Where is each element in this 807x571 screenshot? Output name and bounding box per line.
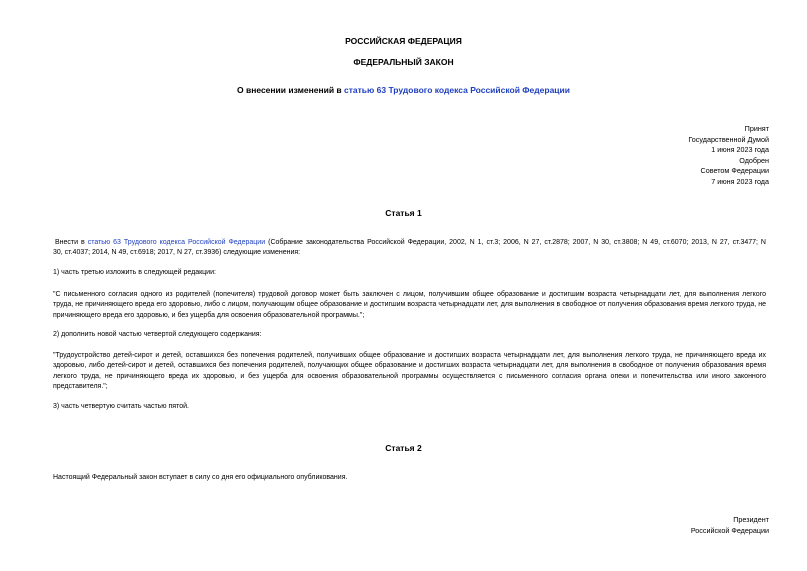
quote1-line: причиняющего вреда его здоровью, и без ущерба для освоения образовательной программы."; — [53, 311, 365, 319]
article2-heading: Статья 2 — [385, 443, 422, 453]
article1-quote2 — [53, 351, 766, 392]
article1-item3: 3) часть четвертую считать частью пятой. — [53, 403, 189, 410]
article1-intro — [53, 238, 766, 259]
article1-item2: 2) дополнить новой частью четвертой следующего содержания: — [53, 331, 262, 338]
article2-text: Настоящий Федеральный закон вступает в силу со дня его официального опубликования. — [53, 474, 348, 481]
adoption-line: 1 июня 2023 года — [711, 145, 769, 154]
country-heading: РОССИЙСКАЯ ФЕДЕРАЦИЯ — [345, 36, 462, 46]
adoption-line: Одобрен — [739, 155, 769, 165]
article1-intro-line1: Внести в статью 63 Трудового кодекса Российской Федерации (Собрание законодательства Российской Федерации, 2002, N 1, ст.3; 2006, N 27, ст.2878; 2007, N 30, ст.3808; N 49, ст.6070; 2013, N 27, ст.3477; N — [55, 239, 766, 246]
adoption-line: Государственной Думой — [688, 134, 769, 144]
signature-block — [691, 515, 769, 536]
law-title-prefix: О внесении изменений в — [237, 85, 344, 95]
quote2-line: "Трудоустройство детей-сирот и детей, оставшихся без попечения родителей, получивших общее образование и достигших возраста четырнадцати лет, для выполнения легкого труда, не причиняющего вреда их — [53, 352, 766, 359]
article1-heading: Статья 1 — [385, 208, 422, 218]
quote2-line: представителя."; — [53, 382, 108, 390]
adoption-line: Принят — [744, 124, 769, 133]
law-title-link[interactable]: статью 63 Трудового кодекса Российской Федерации — [344, 85, 570, 95]
quote1-line: труда, не причиняющего вреда его здоровью, либо с лицом, получающим общее образование и достигшим возраста четырнадцати лет, для выполнения в свободное от получения образования время легкого труда, не — [53, 301, 766, 309]
adoption-line: Советом Федерации — [700, 166, 769, 175]
article1-intro-line2: 30, ст.4037; 2014, N 49, ст.6918; 2017, N 27, ст.3936) следующие изменения: — [53, 249, 301, 257]
doc-type-heading: ФЕДЕРАЛЬНЫЙ ЗАКОН — [353, 57, 454, 67]
signature-line: Президент — [733, 515, 769, 524]
quote1-line: "С письменного согласия одного из родителей (попечителя) трудовой договор может быть заключен с лицом, получившим общее образование и достигшим возраста четырнадцати лет, для выполнения легкого — [53, 291, 766, 298]
quote2-line: легкого труда, не причиняющего вреда их здоровью, и без ущерба для освоения образовательной программы осуществляется с письменного согласия органа опеки и попечительства или иного законного — [53, 372, 766, 380]
article1-quote1 — [53, 290, 766, 321]
article63-link[interactable]: статью 63 Трудового кодекса Российской Федерации — [87, 239, 266, 246]
adoption-info — [688, 124, 769, 187]
signature-line: Российской Федерации — [690, 525, 769, 535]
law-title — [0, 85, 807, 95]
quote2-line: здоровью, либо детей-сирот и детей, оставшихся без попечения родителей, получающих общее образование и достигших возраста четырнадцати лет, для выполнения в свободное от получения образования время — [53, 362, 766, 370]
adoption-line: 7 июня 2023 года — [711, 176, 769, 186]
article1-item1: 1) часть третью изложить в следующей редакции: — [53, 269, 216, 276]
